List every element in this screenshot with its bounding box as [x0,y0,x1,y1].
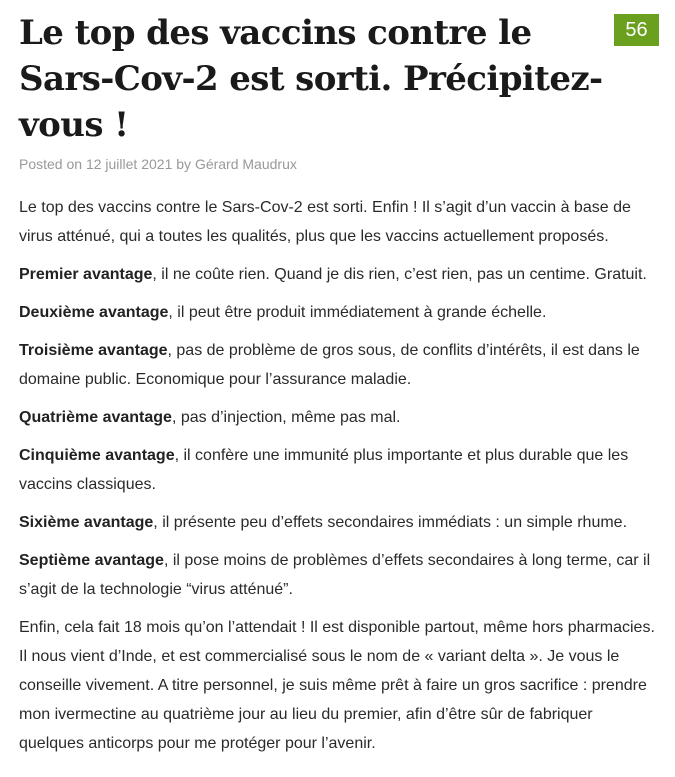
paragraph-bold: Sixième avantage [19,514,154,531]
paragraph [19,613,659,758]
paragraph-text: , pas d’injection, même pas mal. [171,409,401,426]
post-content [19,193,659,758]
paragraph-bold: Troisième avantage [19,342,168,359]
paragraph-text: , il ne coûte rien. Quand je dis rien, c’est rien, pas un centime. Gratuit. [152,266,647,283]
post-meta [19,155,659,173]
paragraph [19,546,659,604]
post-date[interactable]: 12 juillet 2021 [85,156,173,172]
paragraph-bold: Quatrième avantage [19,409,172,426]
posted-on-label: Posted on [19,156,83,172]
paragraph [19,403,659,432]
paragraph [19,193,659,251]
paragraph [19,260,659,289]
post-article [19,10,659,767]
paragraph-text: , pas de problème de gros sous, de conflits d’intérêts, il est dans le domaine public. Economique pour l’assurance maladie. [19,342,640,388]
paragraph-bold: Premier avantage [19,266,153,283]
post-author[interactable]: Gérard Maudrux [194,156,297,172]
paragraph [19,508,659,537]
post-title[interactable]: Le top des vaccins contre le Sars-Cov-2 est sorti. Précipitez-vous ! [19,13,603,145]
paragraph-bold: Septième avantage [19,552,164,569]
paragraph-bold: Deuxième avantage [19,304,169,321]
paragraph-text: Enfin, cela fait 18 mois qu’on l’attendait ! Il est disponible partout, même hors pharmacies. Il nous vient d’Inde, et est commercialisé sous le nom de « variant delta ». Je vous le conseille vivement. A titre personnel, je suis même prêt à faire un gros sacrifice : prendre mon ivermectine au quatrième jour au lieu du premier, afin d’être sûr de fabriquer quelques anticorps pour me protéger pour l’avenir. [19,619,655,752]
paragraph [19,336,659,394]
paragraph [19,441,659,499]
paragraph-text: , il présente peu d’effets secondaires immédiats : un simple rhume. [153,514,628,531]
paragraph-text: , il pose moins de problèmes d’effets secondaires à long terme, car il s’agit de la technologie “virus atténué”. [19,552,651,598]
paragraph-text: Le top des vaccins contre le Sars-Cov-2 est sorti. Enfin ! Il s’agit d’un vaccin à base de virus atténué, qui a toutes les qualités, plus que les vaccins actuellement proposés. [19,199,631,245]
by-label: by [176,156,192,172]
paragraph [19,298,659,327]
paragraph-bold: Cinquième avantage [19,447,175,464]
comment-count-badge[interactable]: 56 [614,14,659,46]
paragraph-text: , il peut être produit immédiatement à grande échelle. [168,304,547,321]
paragraph-text: , il confère une immunité plus importante et plus durable que les vaccins classiques. [19,447,629,493]
